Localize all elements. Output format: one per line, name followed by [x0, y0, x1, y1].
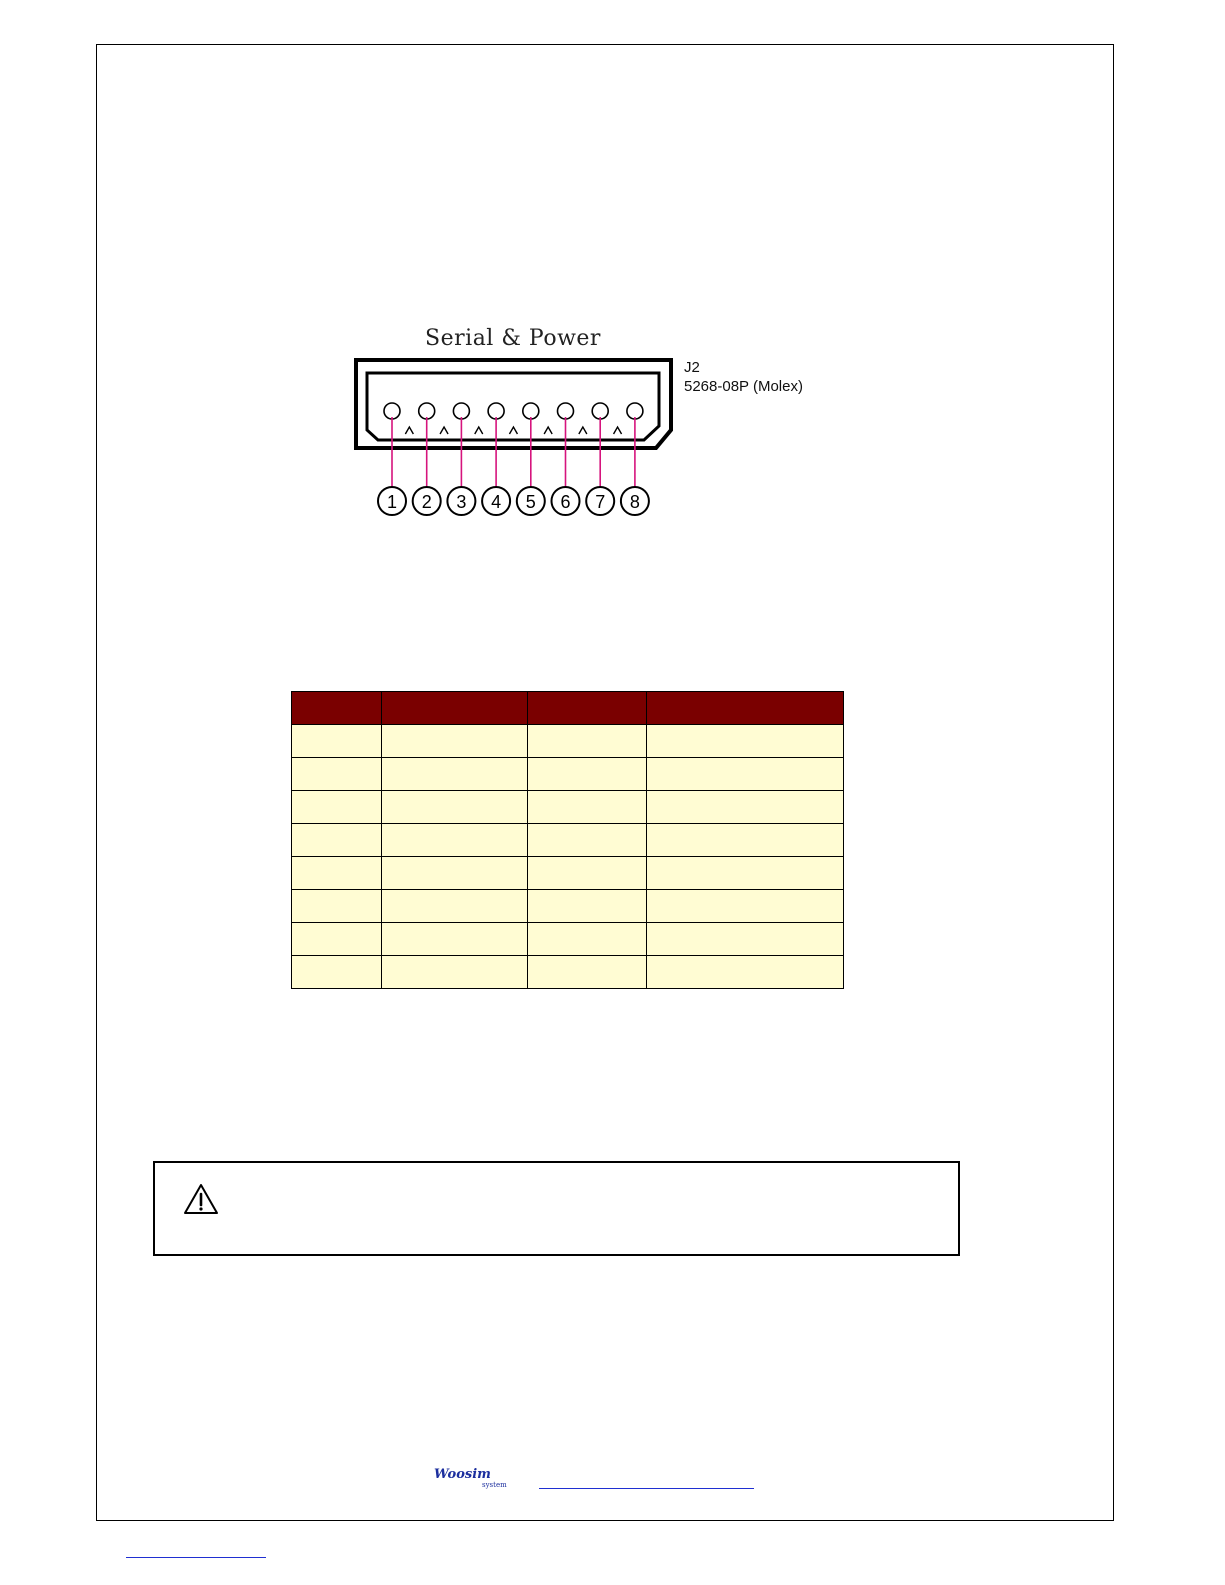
table-row: [292, 923, 844, 956]
connector-diagram: [340, 318, 840, 528]
table-cell: [528, 857, 647, 890]
connector-part: 5268-08P (Molex): [684, 378, 803, 395]
footer-link[interactable]: [539, 1488, 754, 1489]
pin-number-label: 4: [491, 492, 502, 512]
table-cell: [528, 791, 647, 824]
polarization-rib: [475, 427, 483, 434]
table-cell: [292, 890, 382, 923]
table-cell: [647, 824, 844, 857]
diagram-title: Serial & Power: [425, 326, 601, 351]
table-cell: [528, 956, 647, 989]
table-cell: [647, 791, 844, 824]
pin-number-label: 2: [421, 492, 432, 512]
caution-box: [153, 1161, 960, 1256]
table-cell: [647, 758, 844, 791]
logo-wordmark: Woosim: [434, 1467, 491, 1482]
table-cell: [647, 923, 844, 956]
pin-hole: [523, 403, 539, 419]
table-cell: [382, 956, 528, 989]
table-cell: [292, 857, 382, 890]
table-row: [292, 758, 844, 791]
table-cell: [528, 725, 647, 758]
table-cell: [292, 956, 382, 989]
pin-hole: [453, 403, 469, 419]
table-cell: [647, 725, 844, 758]
pin-hole: [384, 403, 400, 419]
pin-table: [291, 691, 844, 989]
table-cell: [292, 923, 382, 956]
polarization-rib: [614, 427, 622, 434]
table-cell: [382, 758, 528, 791]
table-row: [292, 791, 844, 824]
table-row: [292, 956, 844, 989]
table-cell: [382, 824, 528, 857]
table-cell: [647, 890, 844, 923]
connector-label: [684, 358, 803, 396]
polarization-rib: [509, 427, 517, 434]
bottom-link[interactable]: [126, 1557, 266, 1558]
table-cell: [382, 890, 528, 923]
pin-hole: [558, 403, 574, 419]
table-row: [292, 725, 844, 758]
table-row: [292, 857, 844, 890]
pin-number-label: 3: [456, 492, 467, 512]
table-row: [292, 890, 844, 923]
table-cell: [292, 725, 382, 758]
pin-number-label: 8: [629, 492, 640, 512]
pin-hole: [592, 403, 608, 419]
table-header-cell: [528, 692, 647, 725]
table-cell: [528, 923, 647, 956]
table-row: [292, 824, 844, 857]
logo-subtext: system: [482, 1481, 507, 1489]
pin-hole: [627, 403, 643, 419]
polarization-rib: [579, 427, 587, 434]
pin-number-label: 5: [525, 492, 536, 512]
table-cell: [382, 725, 528, 758]
pin-number-label: 6: [560, 492, 571, 512]
table-cell: [382, 857, 528, 890]
table-cell: [647, 857, 844, 890]
connector-id: J2: [684, 359, 700, 376]
table-cell: [528, 758, 647, 791]
pin-number-label: 7: [595, 492, 606, 512]
table-header-cell: [647, 692, 844, 725]
woosim-logo: [432, 1462, 524, 1492]
polarization-rib: [405, 427, 413, 434]
table-cell: [292, 758, 382, 791]
table-cell: [382, 791, 528, 824]
table-cell: [528, 890, 647, 923]
pin-number-label: 1: [386, 492, 398, 512]
pin-hole: [488, 403, 504, 419]
table-cell: [528, 824, 647, 857]
warning-triangle-icon: [183, 1183, 219, 1215]
polarization-rib: [544, 427, 552, 434]
table-cell: [647, 956, 844, 989]
table-cell: [292, 791, 382, 824]
table-header-cell: [292, 692, 382, 725]
table-header-cell: [382, 692, 528, 725]
table-cell: [292, 824, 382, 857]
pin-hole: [419, 403, 435, 419]
polarization-rib: [440, 427, 448, 434]
table-cell: [382, 923, 528, 956]
table-header-row: [292, 692, 844, 725]
footer: [432, 1462, 762, 1492]
